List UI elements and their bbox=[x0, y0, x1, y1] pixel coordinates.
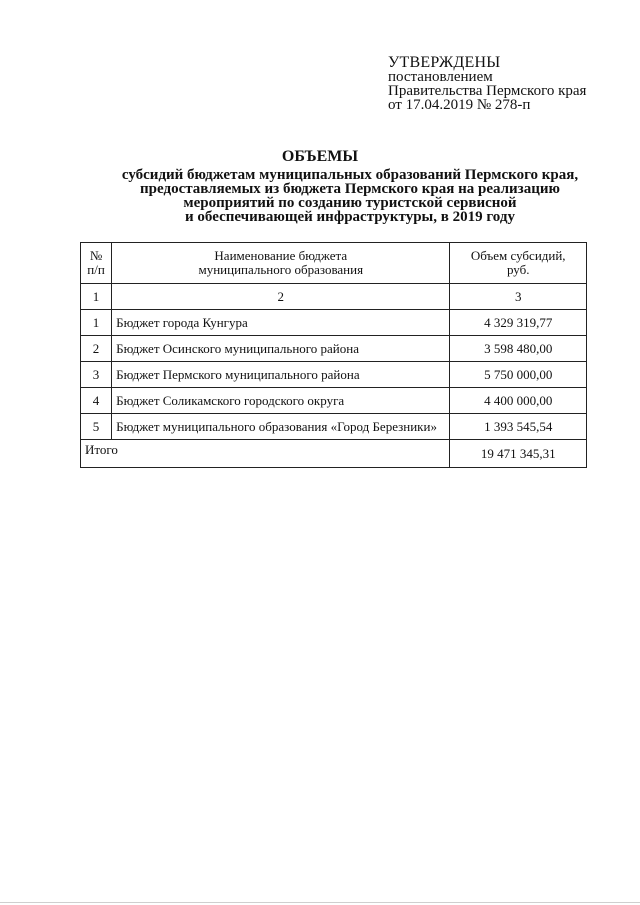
scan-edge-line bbox=[0, 902, 640, 903]
row-name: Бюджет Пермского муниципального района bbox=[112, 362, 450, 388]
table-row bbox=[81, 388, 587, 414]
table-row bbox=[81, 362, 587, 388]
approval-line-2: Правительства Пермского края bbox=[388, 83, 587, 99]
header-num-line-1: № bbox=[89, 248, 103, 263]
document-title: ОБЪЕМЫ bbox=[281, 148, 359, 165]
header-name bbox=[112, 243, 450, 284]
row-name: Бюджет муниципального образования «Город Березники» bbox=[112, 414, 450, 440]
table-row bbox=[81, 310, 587, 336]
row-amount: 5 750 000,00 bbox=[450, 362, 587, 388]
header-name-line-1: Наименование бюджета bbox=[214, 248, 348, 263]
row-num: 5 bbox=[81, 414, 112, 440]
row-name: Бюджет Осинского муниципального района bbox=[112, 336, 450, 362]
table-header-row bbox=[81, 243, 587, 284]
table-row bbox=[81, 414, 587, 440]
row-amount: 1 393 545,54 bbox=[450, 414, 587, 440]
column-number-2: 2 bbox=[112, 284, 450, 310]
approval-heading: УТВЕРЖДЕНЫ bbox=[388, 54, 501, 71]
total-label: Итого bbox=[81, 440, 450, 468]
row-name: Бюджет Соликамского городского округа bbox=[112, 388, 450, 414]
header-amount-line-2: руб. bbox=[506, 262, 530, 277]
row-num: 2 bbox=[81, 336, 112, 362]
row-num: 1 bbox=[81, 310, 112, 336]
table-row bbox=[81, 336, 587, 362]
approval-line-3: от 17.04.2019 № 278-п bbox=[388, 97, 531, 113]
subtitle-line-3: мероприятий по созданию туристской сервисной bbox=[183, 195, 517, 211]
total-row bbox=[81, 440, 587, 468]
row-amount: 3 598 480,00 bbox=[450, 336, 587, 362]
row-amount: 4 329 319,77 bbox=[450, 310, 587, 336]
approval-stamp bbox=[388, 56, 586, 112]
column-number-3: 3 bbox=[450, 284, 587, 310]
subsidy-table bbox=[80, 242, 587, 468]
document-subtitle bbox=[60, 168, 640, 224]
subtitle-line-1: субсидий бюджетам муниципальных образований Пермского края, bbox=[121, 167, 579, 183]
subtitle-line-2: предоставляемых из бюджета Пермского края на реализацию bbox=[140, 181, 560, 197]
subtitle-line-4: и обеспечивающей инфраструктуры, в 2019 году bbox=[185, 209, 515, 225]
header-amount-line-1: Объем субсидий, bbox=[470, 248, 566, 263]
row-amount: 4 400 000,00 bbox=[450, 388, 587, 414]
total-amount: 19 471 345,31 bbox=[450, 440, 587, 468]
row-name: Бюджет города Кунгура bbox=[112, 310, 450, 336]
approval-line-1: постановлением bbox=[388, 69, 493, 85]
row-num: 4 bbox=[81, 388, 112, 414]
header-amount bbox=[450, 243, 587, 284]
row-num: 3 bbox=[81, 362, 112, 388]
header-name-line-2: муниципального образования bbox=[198, 262, 364, 277]
column-number-1: 1 bbox=[81, 284, 112, 310]
header-num bbox=[81, 243, 112, 284]
column-number-row bbox=[81, 284, 587, 310]
header-num-line-2: п/п bbox=[87, 262, 105, 277]
